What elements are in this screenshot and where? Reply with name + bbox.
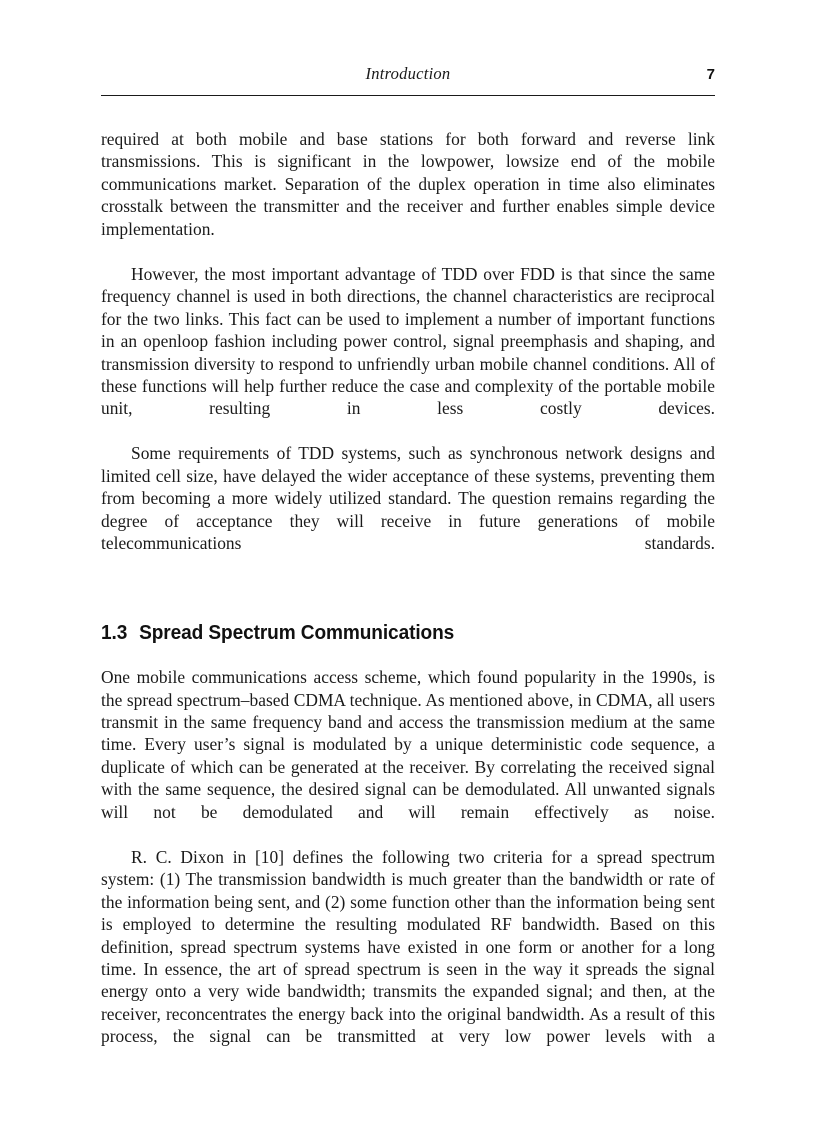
page-number: 7 — [706, 66, 715, 83]
section-title: Spread Spectrum Communications — [139, 621, 455, 645]
paragraph-4: One mobile communications access scheme, which found popularity in the 1990s, is the spread spectrum–based CDMA technique. As mentioned above, in CDMA, all users transmit in the same frequency band and access the transmission medium at the same time. Every user’s signal is modulated by a unique deterministic code sequence, a duplicate of which can be generated at the receiver. By correlating the received signal with the same sequence, the desired signal can be demodulated. All unwanted signals will not be demodulated and will remain effectively as noise. — [101, 667, 715, 822]
heading-space-above — [101, 577, 715, 621]
paragraph-1: required at both mobile and base stations for both forward and reverse link transmissions. This is significant in the lowpower, lowsize end of the mobile communications market. Separation of the duplex operation in time also eliminates crosstalk between the transmitter and the receiver and further enables simple device implementation. — [101, 129, 715, 239]
header-rule-divider — [101, 95, 715, 96]
section-number: 1.3 — [101, 621, 128, 645]
section-heading — [101, 621, 672, 645]
running-head-title: Introduction — [365, 64, 451, 83]
paragraph-5: R. C. Dixon in [10] defines the following two criteria for a spread spectrum system: (1) The transmission bandwidth is much greater than the bandwidth or rate of the information being sent, and (2) some function other than the information being sent is employed to determine the resulting modulated RF bandwidth. Based on this definition, spread spectrum systems have existed in one form or another for a long time. In essence, the art of spread spectrum is seen in the way it spreads the signal energy onto a very wide bandwidth; transmits the expanded signal; and then, at the receiver, reconcentrates the energy back into the original bandwidth. As a result of this process, the signal can be transmitted at very low power levels with a — [101, 846, 715, 1047]
paragraph-2: However, the most important advantage of TDD over FDD is that since the same frequency channel is used in both directions, the channel characteristics are reciprocal for the two links. This fact can be used to implement a number of important functions in an openloop fashion including power control, signal preemphasis and shaping, and transmission diversity to respond to unfriendly urban mobile channel conditions. All of these functions will help further reduce the case and complexity of the portable mobile unit, resulting in less costly devices. — [101, 263, 715, 419]
heading-space-below — [101, 645, 715, 666]
running-head — [101, 64, 715, 88]
text-column — [101, 128, 715, 1070]
paragraph-3: Some requirements of TDD systems, such as synchronous network designs and limited cell size, have delayed the wider acceptance of these systems, preventing them from becoming a more widely utilized standard. The question remains regarding the degree of acceptance they will receive in future generations of mobile telecommunications standards. — [101, 443, 715, 554]
